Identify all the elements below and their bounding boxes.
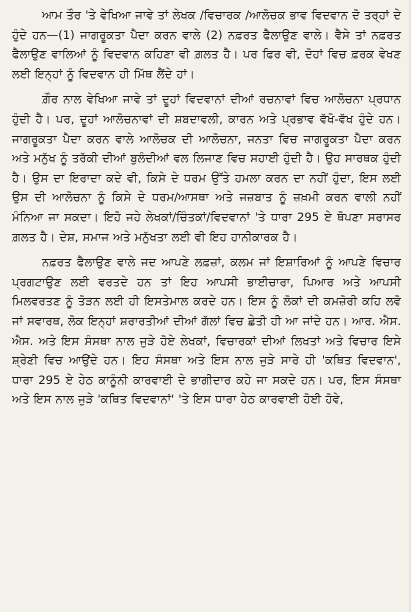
article-paragraph-1: ਆਮ ਤੌਰ 'ਤੇ ਵੇਖਿਆ ਜਾਵੇ ਤਾਂ ਲੇਖਕ /ਵਿਚਾਰਕ /ਆਲੋਚਕ ਭਾਵ ਵਿਦਵਾਨ ਦੋ ਤਰ੍ਹਾਂ ਦੇ ਹੁੰਦੇ ਹਨ—(1) ਜਾਗਰੂਕਤਾ ਪੈਦਾ ਕਰਨ ਵਾਲੇ (2) ਨਫ਼ਰਤ ਫੈਲਾਉਣ ਵਾਲੇ। ਵੈਸੇ ਤਾਂ ਨਫ਼ਰਤ ਫੈਲਾਉਣ ਵਾਲਿਆਂ ਨੂੰ ਵਿਦਵਾਨ ਕਹਿਣਾ ਵੀ ਗ਼ਲਤ ਹੈ। ਪਰ ਫਿਰ ਵੀ, ਦੋਹਾਂ ਵਿਚ ਫ਼ਰਕ ਵੇਖਣ ਲਈ ਇਨ੍ਹਾਂ ਨੂੰ ਵਿਦਵਾਨ ਹੀ ਮਿੱਥ ਲੈਂਦੇ ਹਾਂ। [12, 8, 401, 81]
article-paragraph-2: ਗ਼ੌਰ ਨਾਲ ਵੇਖਿਆ ਜਾਵੇ ਤਾਂ ਦੂਹਾਂ ਵਿਦਵਾਨਾਂ ਦੀਆਂ ਰਚਨਾਵਾਂ ਵਿਚ ਆਲੋਚਨਾ ਪ੍ਰਧਾਨ ਹੁੰਦੀ ਹੈ। ਪਰ, ਦੂਹਾਂ ਆਲੋਚਨਾਵਾਂ ਦੀ ਸ਼ਬਦਾਵਲੀ, ਕਾਰਨ ਅਤੇ ਪ੍ਰਭਾਵ ਵੱਖੋ-ਵੱਖ ਹੁੰਦੇ ਹਨ। ਜਾਗਰੂਕਤਾ ਪੈਦਾ ਕਰਨ ਵਾਲੇ ਆਲੋਚਕ ਦੀ ਆਲੋਚਨਾ, ਜਨਤਾ ਵਿਚ ਜਾਗਰੂਕਤਾ ਪੈਦਾ ਕਰਨ ਅਤੇ ਮਨੁੱਖ ਨੂੰ ਤਰੱਕੀ ਦੀਆਂ ਬੁਲੰਦੀਆਂ ਵਲ ਲਿਜਾਣ ਵਿਚ ਸਹਾਈ ਹੁੰਦੀ ਹੈ। ਉਹ ਸਾਰਥਕ ਹੁੰਦੀ ਹੈ। ਉਸ ਦਾ ਇਰਾਦਾ ਕਦੇ ਵੀ, ਕਿਸੇ ਦੇ ਧਰਮ ਉੱਤੇ ਹਮਲਾ ਕਰਨ ਦਾ ਨਹੀਂ ਹੁੰਦਾ, ਇਸ ਲਈ ਉਸ ਦੀ ਆਲੋਚਨਾ ਨੂੰ ਕਿਸੇ ਦੇ ਧਰਮ/ਆਸਥਾ ਅਤੇ ਜਜ਼ਬਾਤ ਨੂੰ ਜ਼ਖ਼ਮੀ ਕਰਨ ਵਾਲੀ ਨਹੀਂ ਮੰਨਿਆ ਜਾ ਸਕਦਾ। ਇਹੋ ਜਹੇ ਲੇਖਕਾਂ/ਚਿੰਤਕਾਂ/ਵਿਦਵਾਨਾਂ 'ਤੇ ਧਾਰਾ 295 ਏ ਥੋਪਣਾ ਸਰਾਸਰ ਗ਼ਲਤ ਹੈ। ਦੇਸ਼, ਸਮਾਜ ਅਤੇ ਮਨੁੱਖਤਾ ਲਈ ਵੀ ਇਹ ਹਾਨੀਕਾਰਕ ਹੈ। [12, 92, 401, 244]
article-paragraph-3: ਨਫ਼ਰਤ ਫੈਲਾਉਣ ਵਾਲੇ ਜਦ ਆਪਣੇ ਲਫ਼ਜ਼ਾਂ, ਕਲਮ ਜਾਂ ਇਸ਼ਾਰਿਆਂ ਨੂੰ ਆਪਣੇ ਵਿਚਾਰ ਪ੍ਰਗਟਾਉਣ ਲਈ ਵਰਤਦੇ ਹਨ ਤਾਂ ਇਹ ਆਪਸੀ ਭਾਈਚਾਰਾ, ਪਿਆਰ ਅਤੇ ਆਪਸੀ ਮਿਲਵਰਤਣ ਨੂੰ ਤੋੜਨ ਲਈ ਹੀ ਇਸਤੇਮਾਲ ਕਰਦੇ ਹਨ। ਇਸ ਨੂੰ ਲੋਕਾਂ ਦੀ ਕਮਜ਼ੋਰੀ ਕਹਿ ਲਵੋ ਜਾਂ ਸਵਾਰਥ, ਲੋਕ ਇਨ੍ਹਾਂ ਸ਼ਰਾਰਤੀਆਂ ਦੀਆਂ ਗੱਲਾਂ ਵਿਚ ਛੇਤੀ ਹੀ ਆ ਜਾਂਦੇ ਹਨ। ਆਰ. ਐਸ. ਐਸ. ਅਤੇ ਇਸ ਸੰਸਥਾ ਨਾਲ ਜੁੜੇ ਹੋਏ ਲੇਖਕਾਂ, ਵਿਚਾਰਕਾਂ ਦੀਆਂ ਲਿਖਤਾਂ ਅਤੇ ਵਿਚਾਰ ਇਸੇ ਸ਼੍ਰੇਣੀ ਵਿਚ ਆਉਂਦੇ ਹਨ। ਇਹ ਸੰਸਥਾ ਅਤੇ ਇਸ ਨਾਲ ਜੁੜੇ ਸਾਰੇ ਹੀ 'ਕਥਿਤ ਵਿਦਵਾਨ', ਧਾਰਾ 295 ਏ ਹੇਠ ਕਾਨੂੰਨੀ ਕਾਰਵਾਈ ਦੇ ਭਾਗੀਦਾਰ ਕਹੇ ਜਾ ਸਕਦੇ ਹਨ। ਪਰ, ਇਸ ਸੰਸਥਾ ਅਤੇ ਇਸ ਨਾਲ ਜੁੜੇ 'ਕਥਿਤ ਵਿਦਵਾਨਾਂ' 'ਤੇ ਇਸ ਧਾਰਾ ਹੇਠ ਕਾਰਵਾਈ ਹੋਈ ਹੋਵੇ, [12, 255, 401, 407]
